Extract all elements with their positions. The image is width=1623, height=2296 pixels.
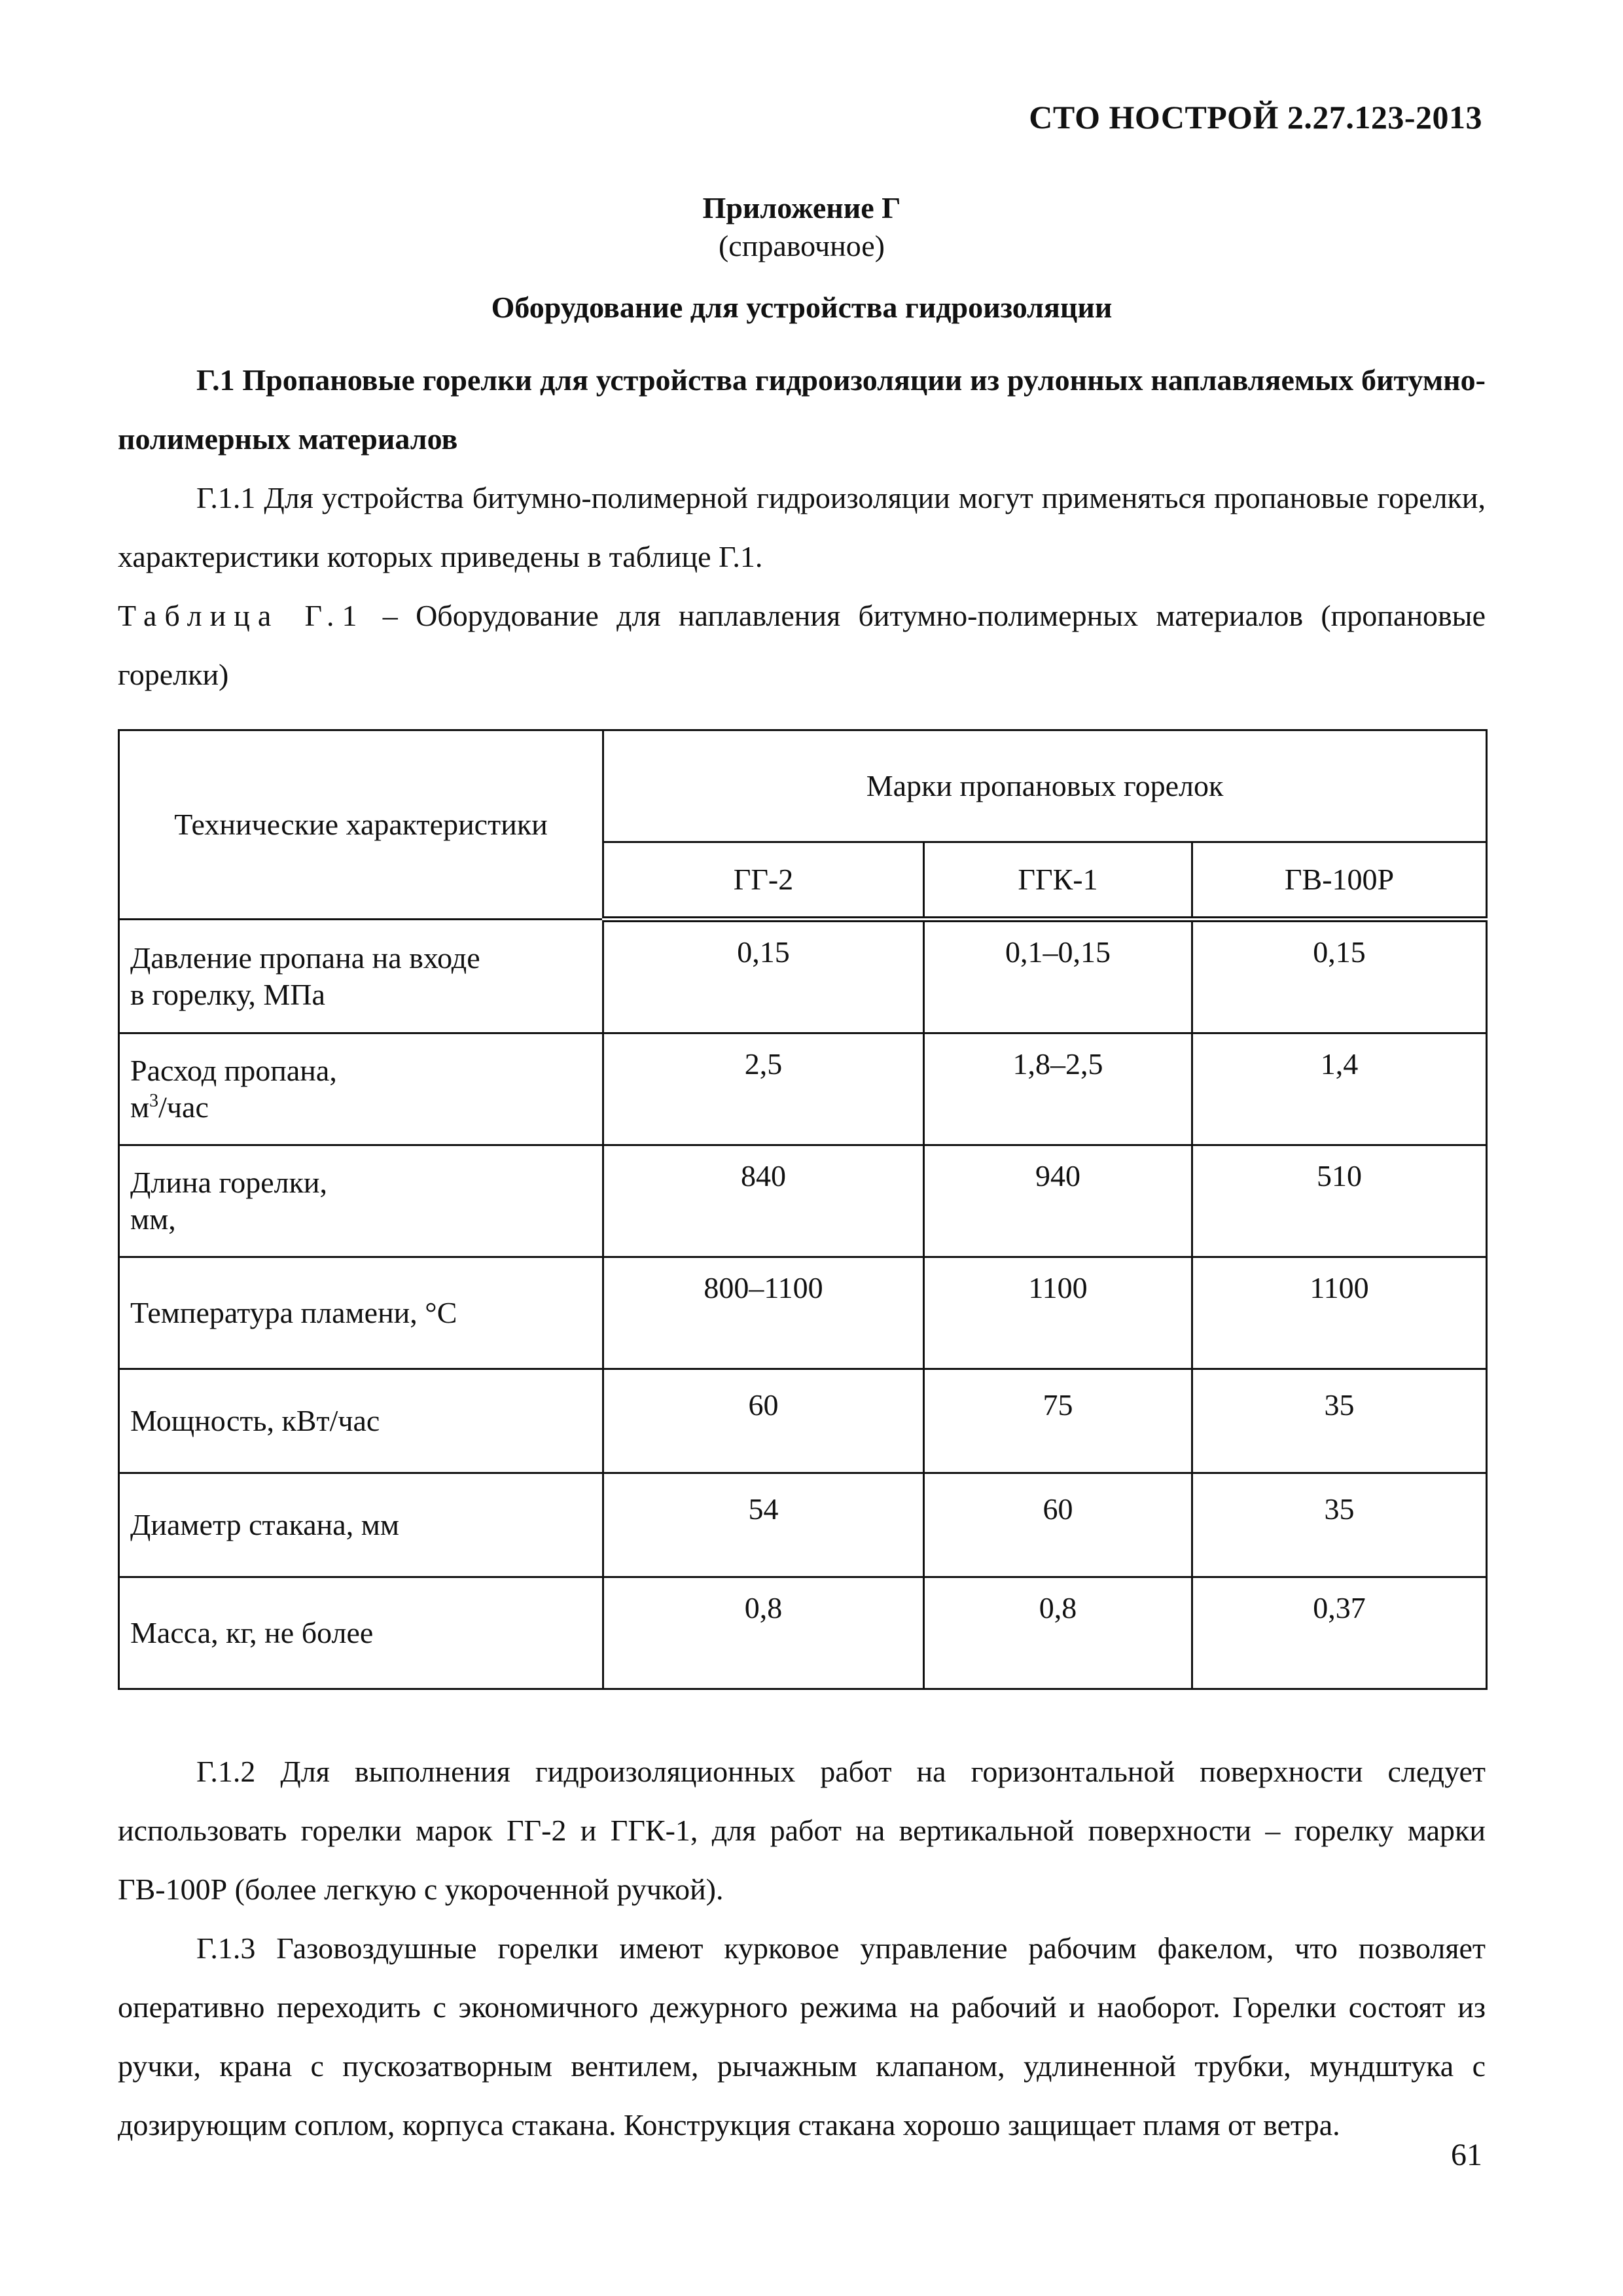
cell-value: 35 bbox=[1192, 1473, 1487, 1577]
header-brand-group: Марки пропановых горелок bbox=[603, 730, 1487, 842]
table-row bbox=[119, 1257, 1487, 1369]
table-row bbox=[119, 1369, 1487, 1473]
table-row bbox=[119, 1577, 1487, 1689]
cell-value: 1100 bbox=[1192, 1257, 1487, 1369]
cell-value: 1100 bbox=[924, 1257, 1192, 1369]
row-label: Температура пламени, °С bbox=[119, 1257, 603, 1369]
annex-subject: Оборудование для устройства гидроизоляции bbox=[491, 291, 1113, 324]
table-row bbox=[119, 1145, 1487, 1257]
header-brand-gg2: ГГ-2 bbox=[603, 842, 924, 920]
section-heading: Г.1 Пропановые горелки для устройства гидроизоляции из рулонных наплавляемых битумно-полимерных материалов bbox=[118, 363, 1486, 456]
cell-value: 940 bbox=[924, 1145, 1192, 1257]
cell-value: 0,15 bbox=[1192, 920, 1487, 1033]
row-label: Длина горелки, мм, bbox=[119, 1145, 603, 1257]
table-caption bbox=[118, 586, 1486, 704]
document-code: СТО НОСТРОЙ 2.27.123-2013 bbox=[1029, 99, 1482, 135]
burner-spec-table bbox=[118, 729, 1488, 1690]
header-brand-gv100r: ГВ-100Р bbox=[1192, 842, 1487, 920]
page-number: 61 bbox=[1451, 2138, 1482, 2172]
row-label: Расход пропана, $м^3$/час bbox=[119, 1033, 603, 1145]
table-row bbox=[119, 1473, 1487, 1577]
cell-value: 54 bbox=[603, 1473, 924, 1577]
row-label: Масса, кг, не более bbox=[119, 1577, 603, 1689]
cell-value: 2,5 bbox=[603, 1033, 924, 1145]
header-parameters: Технические характеристики bbox=[119, 730, 603, 920]
cell-value: 800–1100 bbox=[603, 1257, 924, 1369]
page-content bbox=[118, 190, 1486, 2155]
paragraph-g-1-3: Г.1.3 Газовоздушные горелки имеют курковое управление рабочим факелом, что позволяет оперативно переходить с экономичного дежурного режима на рабочий и наоборот. Горелки состоят из ручки, крана с пускозатворным вентилем, рычажным клапаном, удлиненной трубки, мундштука с дозирующим соплом, корпуса стакана. Конструкция стакана хорошо защищает пламя от ветра. bbox=[118, 1931, 1486, 2142]
cell-value: 35 bbox=[1192, 1369, 1487, 1473]
annex-note: (справочное) bbox=[718, 229, 885, 262]
table-caption-label: Таблица Г.1 bbox=[118, 599, 365, 632]
paragraph-g-1-1: Г.1.1 Для устройства битумно-полимерной гидроизоляции могут применяться пропановые горелки, характеристики которых приведены в таблице Г.1. bbox=[118, 481, 1486, 573]
row-label: Мощность, кВт/час bbox=[119, 1369, 603, 1473]
row-label: Давление пропана на входе в горелку, МПа bbox=[119, 920, 603, 1033]
cell-value: 0,15 bbox=[603, 920, 924, 1033]
cell-value: 75 bbox=[924, 1369, 1192, 1473]
cell-value: 1,8–2,5 bbox=[924, 1033, 1192, 1145]
cell-value: 60 bbox=[924, 1473, 1192, 1577]
cell-value: 60 bbox=[603, 1369, 924, 1473]
table-row bbox=[119, 1033, 1487, 1145]
cell-value: 1,4 bbox=[1192, 1033, 1487, 1145]
annex-title: Приложение Г bbox=[702, 191, 901, 224]
cell-value: 840 bbox=[603, 1145, 924, 1257]
row-label: Диаметр стакана, мм bbox=[119, 1473, 603, 1577]
cell-value: 0,1–0,15 bbox=[924, 920, 1192, 1033]
header-brand-ggk1: ГГК-1 bbox=[924, 842, 1192, 920]
cell-value: 0,8 bbox=[603, 1577, 924, 1689]
table-row bbox=[119, 920, 1487, 1033]
cell-value: 0,8 bbox=[924, 1577, 1192, 1689]
paragraph-g-1-2: Г.1.2 Для выполнения гидроизоляционных работ на горизонтальной поверхности следует использовать горелки марок ГГ-2 и ГГК-1, для работ на вертикальной поверхности – горелку марки ГВ-100Р (более легкую с укороченной ручкой). bbox=[118, 1755, 1486, 1906]
cell-value: 510 bbox=[1192, 1145, 1487, 1257]
table-caption-text: – Оборудование для наплавления битумно-полимерных материалов (пропановые горелки) bbox=[118, 599, 1486, 691]
cell-value: 0,37 bbox=[1192, 1577, 1487, 1689]
